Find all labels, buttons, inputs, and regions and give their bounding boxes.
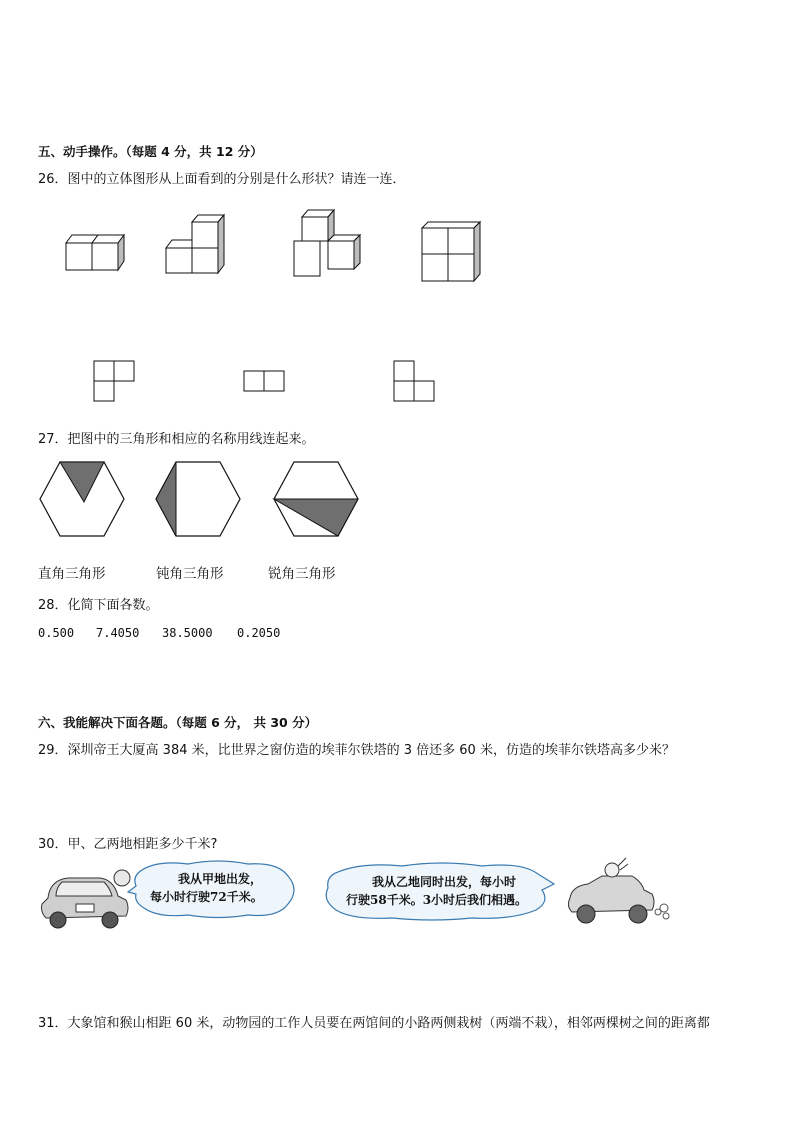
section-6-heading: 六、我能解决下面各题。（每题 6 分， 共 30 分） <box>38 715 318 730</box>
bubble-left-text: 我从甲地出发， 每小时行驶72千米。 <box>150 872 263 904</box>
question-28: 28．化简下面各数。 <box>38 598 159 613</box>
number-4: 0.2050 <box>237 626 281 640</box>
car-right-illustration <box>562 858 672 930</box>
question-31: 31．大象馆和猴山相距 60 米，动物园的工作人员要在两馆间的小路两侧栽树（两端不栽），相邻两棵树之间的距离都 <box>38 1016 710 1031</box>
car-left-illustration <box>38 868 133 930</box>
hexagon-acute-triangle <box>272 460 362 540</box>
question-29: 29．深圳帝王大厦高 384 米，比世界之窗仿造的埃菲尔铁塔的 3 倍还多 60 米，仿造的埃菲尔铁塔高多少米？ <box>38 743 675 758</box>
triangle-name-acute: 锐角三角形 <box>268 566 336 582</box>
section-5-heading: 五、动手操作。（每题 4 分，共 12 分） <box>38 144 263 159</box>
solid-figure-4 <box>418 218 488 288</box>
hexagon-right-triangle <box>38 460 128 540</box>
top-view-2 <box>243 370 288 395</box>
solid-figure-3 <box>288 205 368 280</box>
top-view-1 <box>93 360 138 405</box>
bubble-right-text: 我从乙地同时出发，每小时 行驶58千米。3小时后我们相遇。 <box>346 875 528 907</box>
solid-figure-1 <box>60 225 130 275</box>
triangle-name-right: 直角三角形 <box>38 566 106 582</box>
question-27: 27．把图中的三角形和相应的名称用线连起来。 <box>38 432 315 447</box>
question-26: 26．图中的立体图形从上面看到的分别是什么形状？请连一连． <box>38 172 406 187</box>
number-2: 7.4050 <box>96 626 140 640</box>
top-view-3 <box>393 360 438 405</box>
question-30: 30．甲、乙两地相距多少千米? <box>38 837 218 852</box>
triangle-name-obtuse: 钝角三角形 <box>156 566 224 582</box>
number-1: 0.500 <box>38 626 75 640</box>
solid-figure-2 <box>162 210 232 280</box>
hexagon-obtuse-triangle <box>154 460 244 540</box>
number-3: 38.5000 <box>162 626 213 640</box>
